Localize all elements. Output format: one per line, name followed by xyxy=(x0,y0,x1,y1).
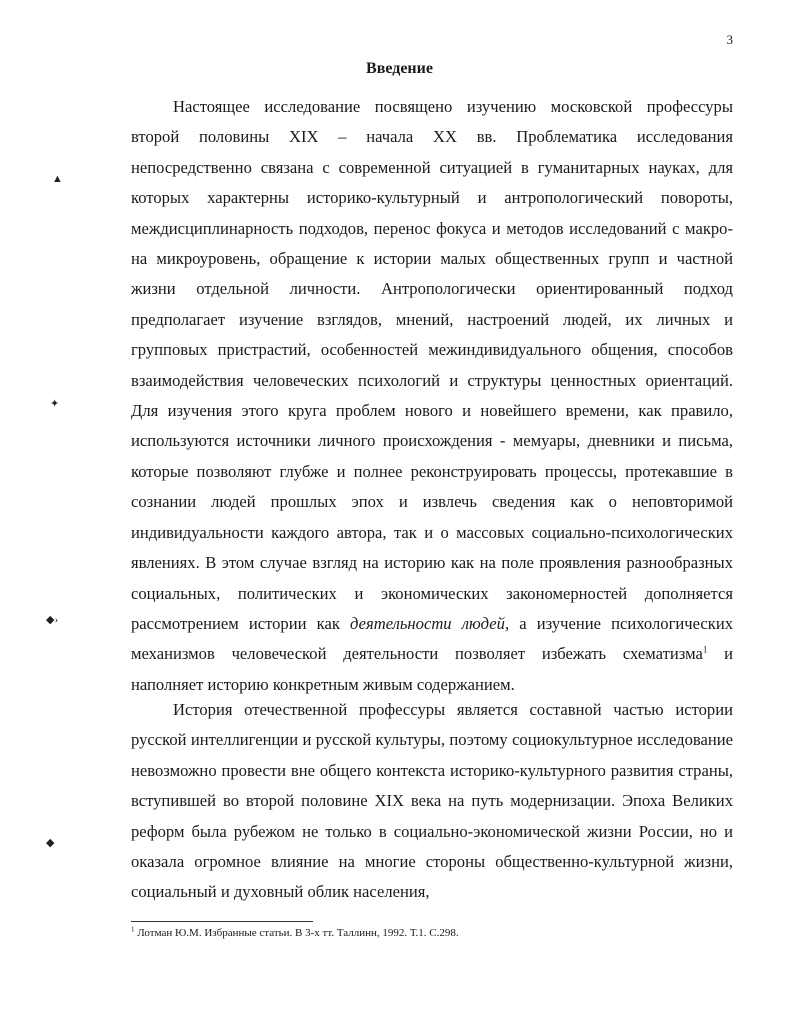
scan-mark-dot: ▲ xyxy=(52,173,63,185)
paragraph-intro-text-c: и наполняет историю конкретным живым содержанием. xyxy=(131,644,733,694)
footnote-reference: 1 xyxy=(702,644,708,655)
page-title: Введение xyxy=(366,60,433,77)
scan-mark-dot: ◆› xyxy=(46,614,59,626)
paragraph-intro-text-a: Настоящее исследование посвящено изучению московской профессуры второй половины XIX – начала XX вв. Проблематика исследования непосредственно связана с современной ситуацией в гуманитарных науках, для которых характерны историко-культурный и антропологический повороты, междисциплинарность подходов, перенос фокуса и методов исследований с макро- на микроуровень, обращение к истории малых общественных групп и частной жизни отдельной личности. Антропологически ориентированный подход предполагает изучение взглядов, мнений, настроений людей, их личных и групповых пристрастий, особенностей межиндивидуального общения, способов взаимодействия человеческих психологий и структуры ценностных ориентаций. Для изучения этого круга проблем нового и новейшего времени, как правило, используются источники личного происхождения - мемуары, дневники и письма, которые позволяют глубже и полнее реконструировать процессы, протекавшие в сознании людей прошлых эпох и извлечь сведения как о неповторимой индивидуальности каждого автора, так и о массовых социально-психологических явлениях. В этом случае взгляд на историю как на поле проявления разнообразных социальных, политических и экономических закономерностей дополняется рассмотрением истории как xyxy=(131,97,733,633)
paragraph-intro-emphasis: деятельности людей, xyxy=(350,613,510,633)
paragraph-history-text: История отечественной профессуры является составной частью истории русской интеллигенции и русской культуры, поэтому социокультурное исследование невозможно провести вне общего контекста историко-культурного развития страны, вступившей во второй половине XIX века на путь модернизации. Эпоха Великих реформ была рубежом не только в социально-экономической жизни России, но и оказала огромное влияние на многие стороны общественно-культурной жизни, социальный и духовный облик населения, xyxy=(131,700,733,902)
footnote xyxy=(131,927,459,939)
footnote-divider xyxy=(131,921,313,922)
scan-mark-dot: ◆ xyxy=(46,837,55,849)
footnote-text: Лотман Ю.М. Избранные статьи. В 3-х тт. Таллинн, 1992. Т.1. С.298. xyxy=(134,927,459,939)
paragraph-history xyxy=(131,695,733,908)
paragraph-intro xyxy=(131,92,733,700)
footnote-marker: 1 xyxy=(131,925,135,934)
page-number: 3 xyxy=(726,32,733,47)
paragraph-intro-text-b: а изучение психологических механизмов человеческой деятельности позволяет избежать схематизма xyxy=(131,613,733,664)
scan-mark-dot: ✦ xyxy=(50,398,60,410)
